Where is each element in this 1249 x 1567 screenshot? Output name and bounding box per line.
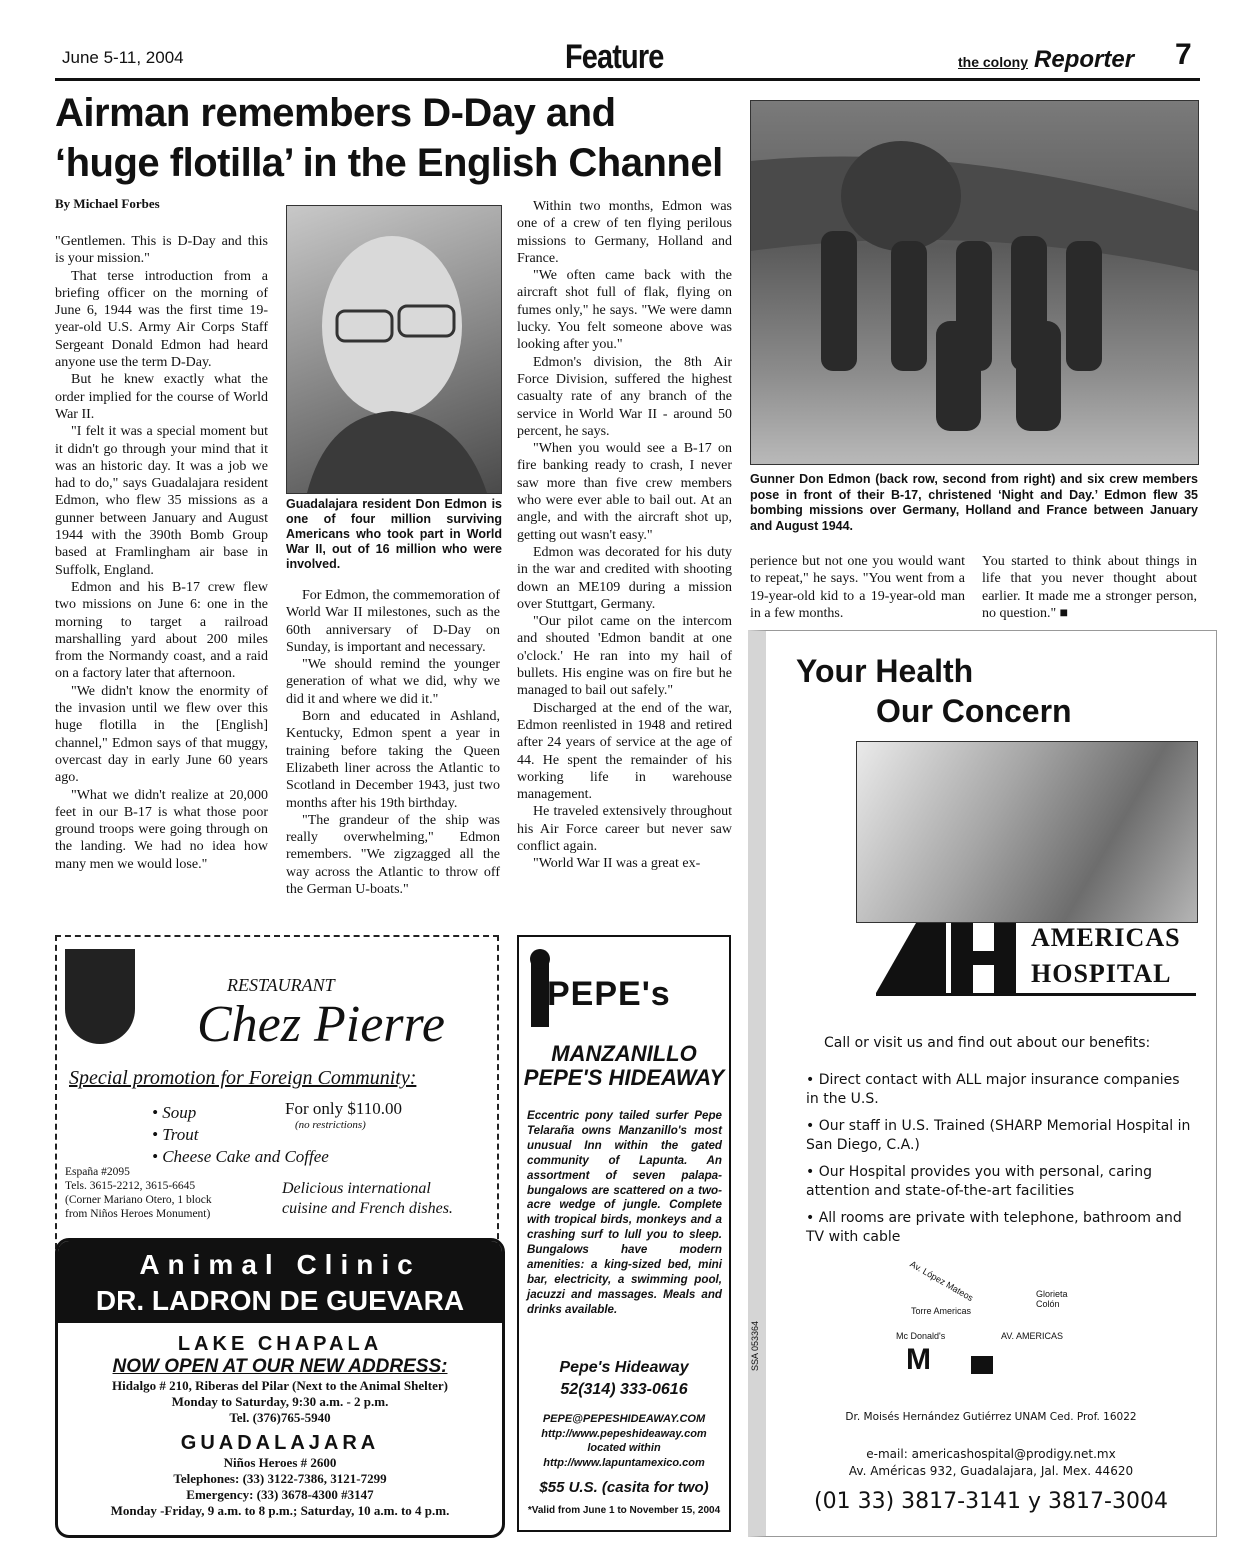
paragraph: "Our pilot came on the intercom and shouted 'Edmon bandit at one o'clock.' He ran into my hail of bullets. His engine was on fire but he managed to bail out safely." xyxy=(517,614,732,699)
hospital-name: AMERICAS xyxy=(1031,923,1181,952)
pepe-phone: 52(314) 333-0616 xyxy=(560,1381,688,1398)
paragraph: That terse introduction from a briefing officer on the morning of June 6, 1944 was the first time 19-year-old U.S. Army Air Corps Staff Sergeant Donald Edmon had heard anyone use the term D-Day. xyxy=(55,268,268,371)
clinic-title: Animal Clinic xyxy=(139,1249,421,1280)
crew-photo-figure xyxy=(751,101,1198,464)
price-value: For only $110.00 xyxy=(285,1099,402,1118)
address-line: from Niños Heroes Monument) xyxy=(65,1208,211,1220)
clinic-banner xyxy=(58,1241,502,1323)
ad-chez-pierre xyxy=(55,935,499,1249)
hospital-slogan-line: Your Health xyxy=(796,653,974,689)
ad-pepes-hideaway xyxy=(517,935,731,1532)
map-label: Torre Americas xyxy=(911,1306,972,1316)
benefit-item: • Our staff in U.S. Trained (SHARP Memorial Hospital in San Diego, C.A.) xyxy=(806,1118,1191,1153)
article-column-3 xyxy=(517,198,732,873)
price-note: (no restrictions) xyxy=(295,1119,366,1131)
pepe-logo-text: PEPE's xyxy=(547,975,671,1013)
crew-caption: Gunner Don Edmon (back row, second from right) and six crew members pose in front of their B-17, christened ‘Night and Day.’ Edmon flew 35 bombing missions over Germany, Holland and France between January and August 1944. xyxy=(750,472,1198,533)
hospital-location-map xyxy=(886,1258,1086,1381)
clinic-emergency: Emergency: (33) 3678-4300 #3147 xyxy=(186,1487,374,1502)
map-label: AV. AMERICAS xyxy=(1001,1331,1064,1341)
clinic-phone: Tel. (376)765-5940 xyxy=(229,1410,331,1425)
paragraph: "The grandeur of the ship was really overwhelming," Edmon remembers. "We zigzagged all the way across the Atlantic to throw off the German U-boats." xyxy=(286,812,500,898)
map-label: Av. López Mateos xyxy=(908,1258,975,1304)
pepe-heading-line: PEPE'S HIDEAWAY xyxy=(523,1065,725,1090)
map-label: Mc Donald's xyxy=(896,1331,946,1341)
clinic-hours: Monday to Saturday, 9:30 a.m. - 2 p.m. xyxy=(171,1394,389,1409)
pepe-description: Eccentric pony tailed surfer Pepe Telaraña owns Manzanillo's most unusual Inn within the gated community of Lapunta. An assortment of seven palapa-bungalows are scattered on a two-acre wedge of jungle. Complete with tropical birds, monkeys and a crashing surf to lull you to sleep. Bungalows have modern amenities: a king-sized bed, mini bar, electricity, a swimming pool, jacuzzi and massages. Meals and drinks available. xyxy=(527,1109,722,1316)
paragraph: Edmon was decorated for his duty in the war and credited with shooting down an ME109 during a mission over Stuttgart, Germany. xyxy=(517,544,732,612)
portrait-photo-figure xyxy=(287,206,501,493)
issue-date: June 5-11, 2004 xyxy=(62,48,184,67)
promo-title: Special promotion for Foreign Community: xyxy=(69,1067,417,1089)
pepe-website: http://www.pepeshideaway.com xyxy=(541,1427,707,1440)
paragraph: "We didn't know the enormity of the invasion until we flew over this huge flotilla in the [English] channel," Edmon says of that muggy, overcast day in early June 60 years ago. xyxy=(55,683,268,786)
pepe-contact xyxy=(519,1357,729,1401)
paragraph: Edmon and his B-17 crew flew two missions on June 6: one in the morning to target a railroad marshalling yard about 200 miles from the Normandy coast, and a raid on a factory later that afternoon. xyxy=(55,579,268,682)
clinic-address: Niños Heroes # 2600 xyxy=(223,1455,337,1470)
paragraph: Within two months, Edmon was one of a crew of ten flying perilous missions to Germany, Holland and France. xyxy=(517,199,732,266)
paragraph: Discharged at the end of the war, Edmon reenlisted in 1948 and retired after 24 years of service at the age of 44. He spent the remainder of his working life in warehouse management. xyxy=(517,700,732,803)
clinic-location: GUADALAJARA xyxy=(180,1432,380,1454)
pepe-validity: *Valid from June 1 to November 15, 2004 xyxy=(527,1505,721,1516)
paragraph: "What we didn't realize at 20,000 feet in our B-17 is what those poor ground troops were going through on the landing. We had no idea how many men we would lose." xyxy=(55,787,268,872)
clinic-doctor: DR. LADRON DE GUEVARA xyxy=(95,1285,465,1316)
paragraph: Edmon's division, the 8th Air Force Division, suffered the highest casualty rate of any branch of the service in World War II - around 50 percent, he says. xyxy=(517,354,732,439)
hospital-slogan-line: Our Concern xyxy=(876,693,1072,729)
paragraph: "World War II was a great ex- xyxy=(533,856,701,872)
restaurant-crest-icon xyxy=(65,949,135,1044)
article-column-1 xyxy=(55,233,268,873)
headline xyxy=(55,88,745,188)
benefit-item: • Direct contact with ALL major insurance companies in the U.S. xyxy=(806,1072,1180,1107)
headline-line-1: Airman remembers D-Day and xyxy=(55,91,616,135)
masthead-brand xyxy=(958,46,1134,74)
hospital-call-to-action: Call or visit us and find out about our benefits: xyxy=(824,1035,1151,1051)
pepe-heading xyxy=(519,1042,729,1090)
paragraph: "I felt it was a special moment but it didn't go through your mind that it was an historic day. It was a job we had to do," says Guadalajara resident Edmon, who flew 35 missions as a gunner between January and August 1944 with the 390th Bomb Group based at Framlingham air base in Suffolk, England. xyxy=(55,424,268,578)
brand-name: Reporter xyxy=(1034,46,1135,73)
hospital-staff-photo xyxy=(856,741,1198,923)
benefit-item: • Our Hospital provides you with personal, caring attention and state-of-the-art facilities xyxy=(806,1164,1153,1199)
paragraph: "We should remind the younger generation of what we did, why we did it and where we did it." xyxy=(286,657,500,707)
paragraph: Born and educated in Ashland, Kentucky, Edmon spent a year in training before taking the Queen Elizabeth liner across the Atlantic to Scotland in December 1943, just two months after his 19th birthday. xyxy=(286,709,500,811)
article-column-4a xyxy=(750,553,965,622)
clinic-hours: Monday -Friday, 9 a.m. to 8 p.m.; Saturday, 10 a.m. to 4 p.m. xyxy=(110,1503,450,1518)
portrait-caption: Guadalajara resident Don Edmon is one of four million surviving Americans who took part in World War II, out of 16 million who were involved. xyxy=(286,497,502,571)
paragraph: "When you would see a B-17 on fire banking ready to crash, I never saw more than five crew members who were ever able to bail out. At an angle, and with the aircraft shot up, getting out wasn't easy." xyxy=(517,441,732,543)
clinic-phone: Telephones: (33) 3122-7386, 3121-7299 xyxy=(173,1471,387,1486)
menu-item: • Trout xyxy=(152,1125,199,1144)
byline: By Michael Forbes xyxy=(55,196,160,211)
paragraph: "Gentlemen. This is D-Day and this is your mission." xyxy=(55,234,268,267)
headline-line-2: ‘huge flotilla’ in the English Channel xyxy=(55,141,723,185)
restaurant-label: RESTAURANT xyxy=(227,975,335,995)
section-title: Feature xyxy=(565,38,664,76)
pepe-located: located within xyxy=(587,1442,661,1454)
address-line: España #2095 xyxy=(65,1166,130,1178)
pepe-website: http://www.lapuntamexico.com xyxy=(543,1456,705,1469)
hospital-address: Av. Américas 932, Guadalajara, Jal. Mex. 44620 xyxy=(848,1464,1134,1478)
pepe-contact-name: Pepe's Hideaway xyxy=(559,1359,689,1376)
clinic-new-address: NOW OPEN AT OUR NEW ADDRESS: xyxy=(112,1356,448,1377)
hospital-benefits xyxy=(806,1071,1196,1255)
page-number: 7 xyxy=(1175,38,1192,71)
tagline-line: cuisine and French dishes. xyxy=(282,1200,453,1217)
paragraph: For Edmon, the commemoration of World War II milestones, such as the 60th anniversary of D-Day on Sunday, is important and necessary. xyxy=(286,588,500,655)
paragraph: perience but not one you would want to repeat," he says. "You went from a 19-year-old kid to a 19-year-old man in a few months. xyxy=(750,554,965,621)
benefit-item: • All rooms are private with telephone, bathroom and TV with cable xyxy=(806,1210,1182,1245)
clinic-address: Hidalgo # 210, Riberas del Pilar (Next to the Animal Shelter) xyxy=(112,1378,448,1393)
hospital-phone: (01 33) 3817-3141 y 3817-3004 xyxy=(814,1489,1168,1514)
header-rule xyxy=(55,78,1200,81)
restaurant-name: Chez Pierre xyxy=(197,996,445,1053)
menu-item: • Cheese Cake and Coffee xyxy=(152,1147,329,1166)
clinic-location: LAKE CHAPALA xyxy=(177,1333,383,1355)
hospital-map-marker-icon xyxy=(971,1356,993,1374)
paragraph: "We often came back with the aircraft shot full of flak, flying on fumes only," he says. "We were damn lucky. You felt someone above was looking after you." xyxy=(517,268,732,353)
pepe-heading-line: MANZANILLO xyxy=(551,1041,697,1066)
promo-price xyxy=(285,1099,402,1131)
article-column-2 xyxy=(286,587,500,898)
hospital-logo-icon xyxy=(876,923,1016,993)
address-line: Tels. 3615-2212, 3615-6645 xyxy=(65,1180,196,1192)
hospital-email: e-mail: americashospital@prodigy.net.mx xyxy=(866,1447,1116,1461)
hospital-doctor: Dr. Moisés Hernández Gutiérrez UNAM Ced. Prof. 16022 xyxy=(845,1411,1137,1423)
crew-photo xyxy=(750,100,1199,465)
brand-prefix: the colony xyxy=(958,54,1029,70)
restaurant-address xyxy=(65,1165,212,1221)
map-label: Glorieta Colón xyxy=(1036,1289,1068,1309)
tagline-line: Delicious international xyxy=(282,1180,431,1197)
hospital-contact xyxy=(766,1446,1216,1480)
ssa-code: SSA 053364 xyxy=(750,1320,760,1371)
paragraph: But he knew exactly what the order implied for the course of World War II. xyxy=(55,372,268,422)
restaurant-tagline xyxy=(282,1179,453,1219)
portrait-photo xyxy=(286,205,502,494)
paragraph: You started to think about things in life that you never thought about earlier. It made me a stronger person, no question." ■ xyxy=(982,554,1197,621)
ad-americas-hospital xyxy=(748,630,1217,1537)
pepe-web-info xyxy=(519,1412,729,1470)
address-line: (Corner Mariano Otero, 1 block xyxy=(65,1194,212,1206)
article-column-4b xyxy=(982,553,1197,622)
pepe-email: PEPE@PEPESHIDEAWAY.COM xyxy=(542,1413,706,1425)
mcdonalds-icon: M xyxy=(906,1343,931,1376)
ad-animal-clinic xyxy=(55,1238,505,1538)
paragraph: He traveled extensively throughout his Air Force career but never saw conflict again. xyxy=(517,804,732,854)
pepe-price: $55 U.S. (casita for two) xyxy=(539,1479,709,1496)
hospital-divider xyxy=(876,993,1196,996)
hospital-name: HOSPITAL xyxy=(1031,959,1172,988)
menu-item: • Soup xyxy=(152,1103,197,1122)
clinic-details xyxy=(58,1333,502,1519)
